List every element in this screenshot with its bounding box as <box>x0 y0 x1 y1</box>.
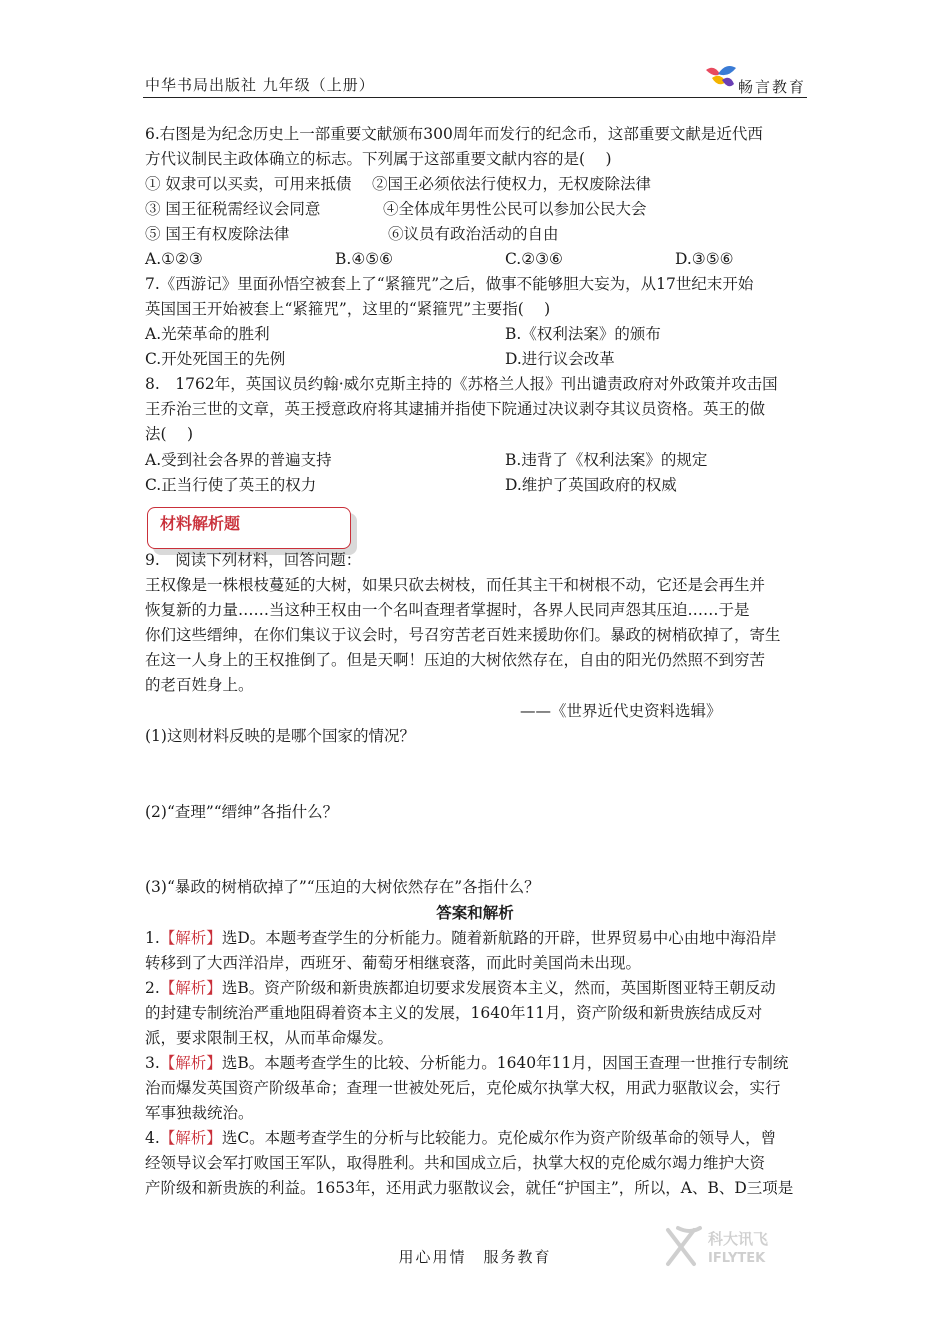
q6-item-4: ④全体成年男性公民可以参加公民大会 <box>383 200 647 218</box>
q7-option-a: A.光荣革命的胜利 <box>145 325 270 343</box>
section-title: 材料解析题 <box>160 514 241 533</box>
q9-sub2: (2)“查理”“缙绅”各指什么？ <box>145 803 339 821</box>
answer-2-num: 2. <box>145 979 160 997</box>
iflytek-logo-cn: 科大讯飞 <box>708 1230 769 1248</box>
q8-option-d: D.维护了英国政府的权威 <box>505 476 677 494</box>
iflytek-logo <box>664 1224 794 1274</box>
q6-stem-line1: 6.右图是为纪念历史上一部重要文献颁布300周年而发行的纪念币，这部重要文献是近代西 <box>145 125 763 143</box>
analysis-tag: 【解析】 <box>159 929 222 947</box>
q7-option-d: D.进行议会改革 <box>505 350 615 368</box>
q6-item-2: ②国王必须依法行使权力，无权废除法律 <box>372 175 652 193</box>
q9-material-line3: 你们这些缙绅，在你们集议于议会时，号召穷苦老百姓来援助你们。暴政的树梢砍掉了，寄生 <box>145 626 781 644</box>
answer-4-line1 <box>145 1127 776 1149</box>
answer-4-num: 4. <box>145 1129 160 1147</box>
q9-material-line2: 恢复新的力量……当这种王权由一个名叫查理者掌握时，各界人民同声怨其压迫……于是 <box>145 601 750 619</box>
changyan-logo-icon <box>704 64 738 94</box>
header-brand: 畅言教育 <box>738 78 807 96</box>
answer-3-line2: 治而爆发英国资产阶级革命；查理一世被处死后，克伦威尔执掌大权，用武力驱散议会，实行 <box>145 1079 781 1097</box>
q6-item-5: ⑤ 国王有权废除法律 <box>145 225 290 243</box>
q6-option-c: C.②③⑥ <box>505 250 563 268</box>
q6-item-6: ⑥议员有政治活动的自由 <box>388 225 559 243</box>
q9-source: ——《世界近代史资料选辑》 <box>520 702 722 720</box>
answer-4-text: 选C。本题考查学生的分析与比较能力。克伦威尔作为资产阶级革命的领导人，曾 <box>221 1129 777 1147</box>
answer-3-line3: 军事独裁统治。 <box>145 1104 254 1122</box>
answers-title: 答案和解析 <box>436 903 514 922</box>
q8-option-b: B.违背了《权利法案》的规定 <box>505 451 708 469</box>
footer-slogan: 用心用情 服务教育 <box>398 1248 552 1266</box>
q9-material-line1: 王权像是一株根枝蔓延的大树，如果只砍去树枝，而任其主干和树根不动，它还是会再生并 <box>145 576 766 594</box>
analysis-tag: 【解析】 <box>159 1054 222 1072</box>
analysis-tag: 【解析】 <box>159 979 222 997</box>
answer-1-text: 选D。本题考查学生的分析能力。随着新航路的开辟，世界贸易中心由地中海沿岸 <box>221 929 777 947</box>
q8-stem-line1: 8. 1762年，英国议员约翰·威尔克斯主持的《苏格兰人报》刊出谴责政府对外政策并攻击国 <box>145 375 778 393</box>
answer-4-line2: 经领导议会军打败国王军队，取得胜利。共和国成立后，执掌大权的克伦威尔竭力维护大资 <box>145 1154 766 1172</box>
q6-item-3: ③ 国王征税需经议会同意 <box>145 200 321 218</box>
q9-sub3: (3)“暴政的树梢砍掉了”“压迫的大树依然存在”各指什么？ <box>145 878 540 896</box>
header-publisher: 中华书局出版社 九年级（上册） <box>145 76 375 94</box>
q7-stem-line1: 7.《西游记》里面孙悟空被套上了“紧箍咒”之后，做事不能够胆大妄为，从17世纪末开始 <box>145 275 754 293</box>
answer-2-line1 <box>145 977 776 999</box>
q9-material-line5: 的老百姓身上。 <box>145 676 254 694</box>
q7-option-c: C.开处死国王的先例 <box>145 350 286 368</box>
answer-2-line2: 的封建专制统治严重地阻碍着资本主义的发展，1640年11月，资产阶级和新贵族结成反对 <box>145 1004 763 1022</box>
answer-3-line1 <box>145 1052 788 1074</box>
q6-stem-line2: 方代议制民主政体确立的标志。下列属于这部重要文献内容的是( ) <box>145 150 612 168</box>
header-divider <box>143 97 807 98</box>
q6-option-d: D.③⑤⑥ <box>675 250 734 268</box>
q8-option-a: A.受到社会各界的普遍支持 <box>145 451 332 469</box>
q8-stem-line2: 王乔治三世的文章，英王授意政府将其逮捕并指使下院通过决议剥夺其议员资格。英王的做 <box>145 400 766 418</box>
q6-item-1: ① 奴隶可以买卖，可用来抵债 <box>145 175 352 193</box>
answer-2-line3: 派，要求限制王权，从而革命爆发。 <box>145 1029 394 1047</box>
answer-4-line3: 产阶级和新贵族的利益。1653年，还用武力驱散议会，就任“护国主”，所以，A、B、D三项是 <box>145 1179 794 1197</box>
q6-option-a: A.①②③ <box>145 250 203 268</box>
answer-1-line2: 转移到了大西洋沿岸，西班牙、葡萄牙相继衰落，而此时美国尚未出现。 <box>145 954 642 972</box>
iflytek-logo-en: IFLYTEK <box>708 1251 766 1266</box>
answer-2-text: 选B。资产阶级和新贵族都迫切要求发展资本主义，然而，英国斯图亚特王朝反动 <box>221 979 776 997</box>
q7-option-b: B.《权利法案》的颁布 <box>505 325 661 343</box>
q8-option-c: C.正当行使了英王的权力 <box>145 476 317 494</box>
answer-3-text: 选B。本题考查学生的比较、分析能力。1640年11月，因国王查理一世推行专制统 <box>221 1054 789 1072</box>
q8-stem-line3: 法( ) <box>145 425 194 443</box>
q9-material-line4: 在这一人身上的王权推倒了。但是天啊！压迫的大树依然存在，自由的阳光仍然照不到穷苦 <box>145 651 766 669</box>
answer-1-num: 1. <box>145 929 160 947</box>
section-header-box <box>147 507 351 549</box>
q6-option-b: B.④⑤⑥ <box>335 250 394 268</box>
q9-intro: 9. 阅读下列材料，回答问题： <box>145 551 362 569</box>
q9-sub1: (1)这则材料反映的是哪个国家的情况？ <box>145 727 415 745</box>
answer-3-num: 3. <box>145 1054 160 1072</box>
q7-stem-line2: 英国国王开始被套上“紧箍咒”，这里的“紧箍咒”主要指( ) <box>145 300 551 318</box>
answer-1-line1 <box>145 927 777 949</box>
analysis-tag: 【解析】 <box>159 1129 222 1147</box>
